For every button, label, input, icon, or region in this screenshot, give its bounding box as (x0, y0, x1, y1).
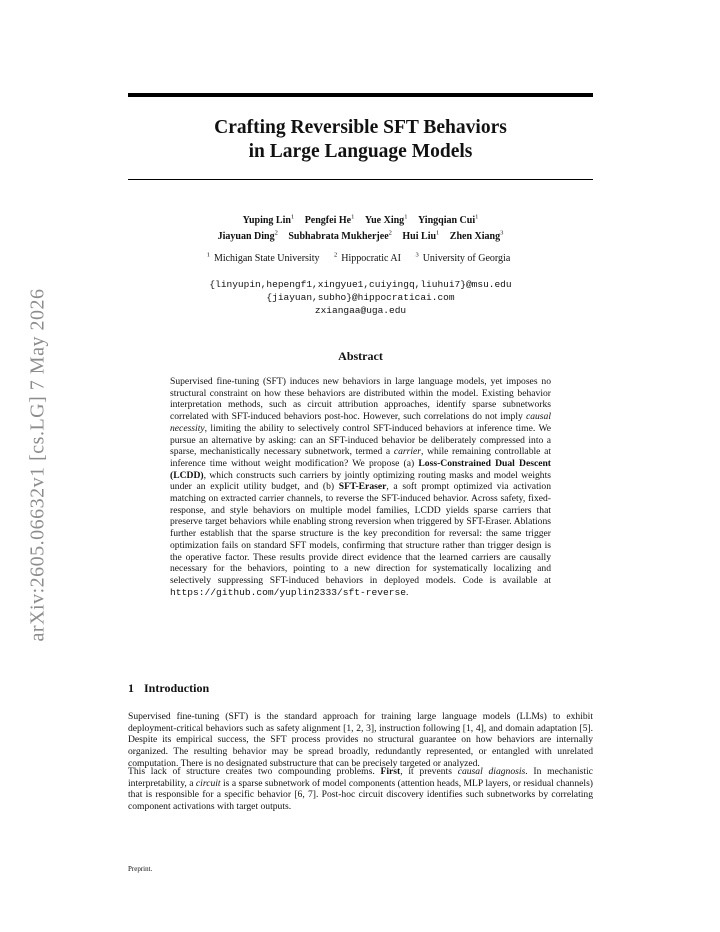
author: Jiayuan Ding$^2$ (217, 229, 278, 243)
author-row-1 (128, 212, 593, 228)
title-bottom-rule (128, 179, 593, 180)
author: Yingqian Cui$^1$ (417, 214, 479, 227)
abstract-heading: Abstract (338, 349, 383, 363)
email-line: zxiangaa@uga.edu (314, 305, 407, 316)
author: Yuping Lin$^1$ (242, 214, 295, 227)
title-line-1: Crafting Reversible SFT Behaviors (214, 117, 507, 138)
author: Yue Xing$^1$ (364, 214, 408, 227)
code-link[interactable]: https://github.com/yuplin2333/sft-reverse (170, 586, 407, 598)
author: Zhen Xiang$^3$ (449, 229, 504, 243)
paper-title (128, 116, 593, 164)
affiliation: $^1$ Michigan State University (206, 252, 320, 265)
author: Pengfei He$^1$ (304, 214, 355, 227)
author-list (128, 212, 593, 244)
affiliation: $^2$ Hippocratic AI (334, 252, 401, 265)
author-row-2 (128, 228, 593, 244)
intro-paragraph-2: This lack of structure creates two compounding problems. First, it prevents causal diagnosis. In mechanistic interpretability, a circuit is a sparse subnetwork of model components (attention heads, MLP layers, or residual channels) that is responsible for a specific behavior [6, 7]. Post-hoc circuit discovery identifies such subnetworks by correlating component activations with target outputs. (128, 766, 594, 813)
abstract-body: Supervised fine-tuning (SFT) induces new behaviors in large language models, yet imposes no structural constraint on how these behaviors are distributed within the model. Existing behavior interpretation methods, such as circuit attribution approaches, identify sparse subnetworks correlated with SFT-induced behaviors post-hoc. However, such correlations do not imply causal necessity, limiting the ability to selectively control SFT-induced behaviors at inference time. We pursue an alternative by asking: can an SFT-induced behavior be deliberately compressed into a sparse, mechanistically necessary subnetwork, termed a carrier, while remaining controllable at inference time without weight modification? We propose (a) Loss-Constrained Dual Descent (LCDD), which constructs such carriers by jointly optimizing routing masks and model weights under an explicit utility budget, and (b) SFT-Eraser, a soft prompt optimized via activation matching on extracted carrier channels, to reverse the SFT-induced behavior. Across safety, fixed-response, and style behaviors on multiple model families, LCDD yields sparse carriers that preserve target behaviors while enabling strong reversion when triggered by SFT-Eraser. Ablations further establish that the sparse structure is the key precondition for reversal: the same trigger optimization fails on standard SFT models, confirming that structure rather than trigger design is the operative factor. These results provide direct evidence that the learned carriers are causally necessary for the behaviors, pointing to a new direction for systematically localizing and selectively suppressing SFT-induced behaviors in deployed models. Code is available at https://github.com/yuplin2333/sft-reverse. (170, 376, 551, 598)
section-number: 1 (128, 681, 134, 695)
email-line: {linyupin,hepengf1,xingyue1,cuiyingq,liuhui7}@msu.edu (209, 279, 512, 290)
section-heading (128, 681, 209, 696)
affiliations (128, 252, 593, 264)
title-top-rule (128, 93, 593, 97)
author: Subhabrata Mukherjee$^2$ (288, 229, 392, 243)
intro-paragraph-1: Supervised fine-tuning (SFT) is the standard approach for training large language models (LLMs) to exhibit deployment-critical behaviors such as safety alignment [1, 2, 3], instruction following [1, 4], and domain adaptation [5]. Despite its empirical success, the SFT process provides no structural guarantee on how behaviors are internally organized. The resulting behavior may be spread broadly, redundantly represented, or entangled with unrelated computation. There is no designated substructure that can be precisely targeted or analyzed. (128, 711, 593, 769)
section-title: Introduction (144, 681, 210, 695)
author-emails (128, 278, 593, 317)
preprint-footer: Preprint. (128, 865, 153, 873)
arxiv-identifier: arXiv:2605.06632v1 [cs.LG] 7 May 2026 (26, 288, 49, 642)
email-line: {jiayuan,subho}@hippocraticai.com (266, 292, 455, 303)
title-line-2: in Large Language Models (248, 141, 473, 162)
author: Hui Liu$^1$ (402, 229, 440, 243)
affiliation: $^3$ University of Georgia (415, 252, 511, 265)
